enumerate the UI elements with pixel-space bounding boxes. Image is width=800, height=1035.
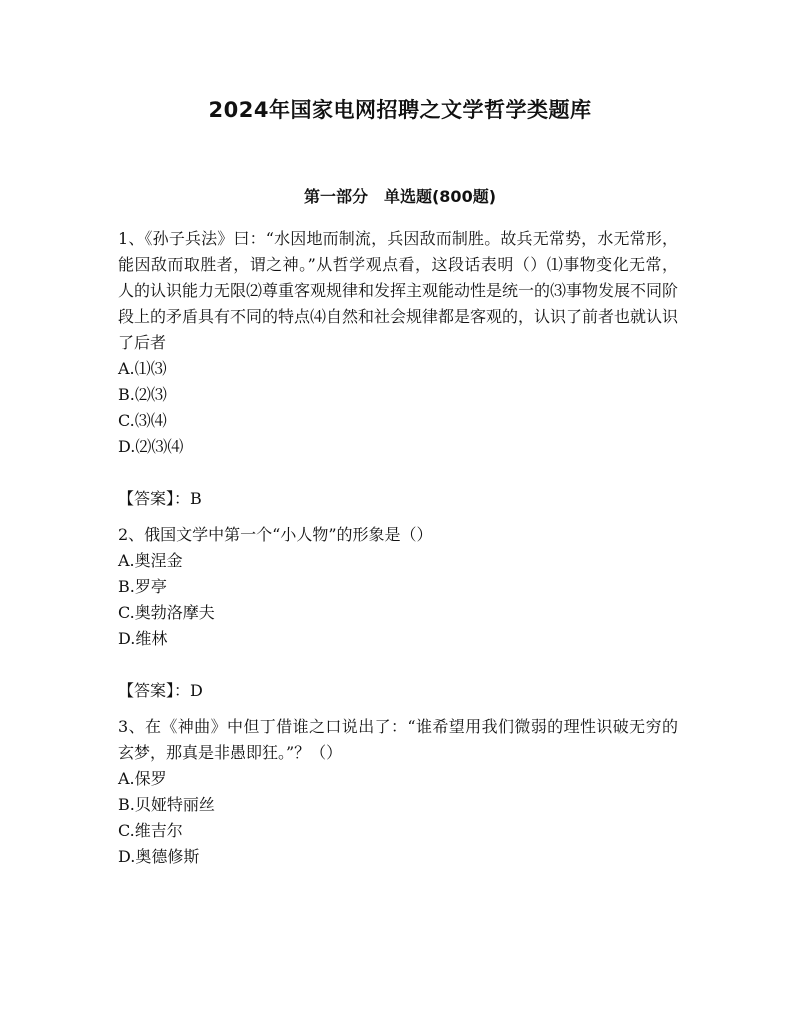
- section-title: 第一部分 单选题(800题): [303, 187, 497, 206]
- question-text: 2、俄国文学中第一个“小人物”的形象是（）: [118, 525, 433, 544]
- option-list: [118, 356, 678, 460]
- question-text: 3、在《神曲》中但丁借谁之口说出了：“谁希望用我们微弱的理性识破无穷的玄梦，那真是非愚即狂。”？（）: [118, 717, 678, 762]
- option-d: D.奥德修斯: [118, 847, 200, 866]
- option-b: B.贝娅特丽丝: [118, 795, 215, 814]
- option-b: B.罗亭: [118, 577, 167, 596]
- question-2: [118, 522, 678, 704]
- question-1: [118, 226, 678, 512]
- option-a: A.奥涅金: [118, 551, 183, 570]
- answer-line: 【答案】：D: [118, 681, 203, 700]
- option-c: C.维吉尔: [118, 821, 183, 840]
- option-d: D.维林: [118, 629, 168, 648]
- question-list: [118, 226, 678, 870]
- option-b: B.⑵⑶: [118, 385, 167, 404]
- option-c: C.⑶⑷: [118, 411, 167, 430]
- option-d: D.⑵⑶⑷: [118, 437, 184, 456]
- document-title: 2024年国家电网招聘之文学哲学类题库: [208, 98, 592, 122]
- option-c: C.奥勃洛摩夫: [118, 603, 215, 622]
- question-3: [118, 714, 678, 870]
- option-a: A.⑴⑶: [118, 359, 167, 378]
- option-a: A.保罗: [118, 769, 167, 788]
- option-list: [118, 548, 678, 652]
- answer-line: 【答案】：B: [118, 489, 202, 508]
- question-text: 1、《孙子兵法》曰：“水因地而制流，兵因敌而制胜。故兵无常势，水无常形，能因敌而取胜者，谓之神。”从哲学观点看，这段话表明（）⑴事物变化无常，人的认识能力无限⑵尊重客观规律和发挥主观能动性是统一的⑶事物发展不同阶段上的矛盾具有不同的特点⑷自然和社会规律都是客观的，认识了前者也就认识了后者: [118, 229, 679, 352]
- option-list: [118, 766, 678, 870]
